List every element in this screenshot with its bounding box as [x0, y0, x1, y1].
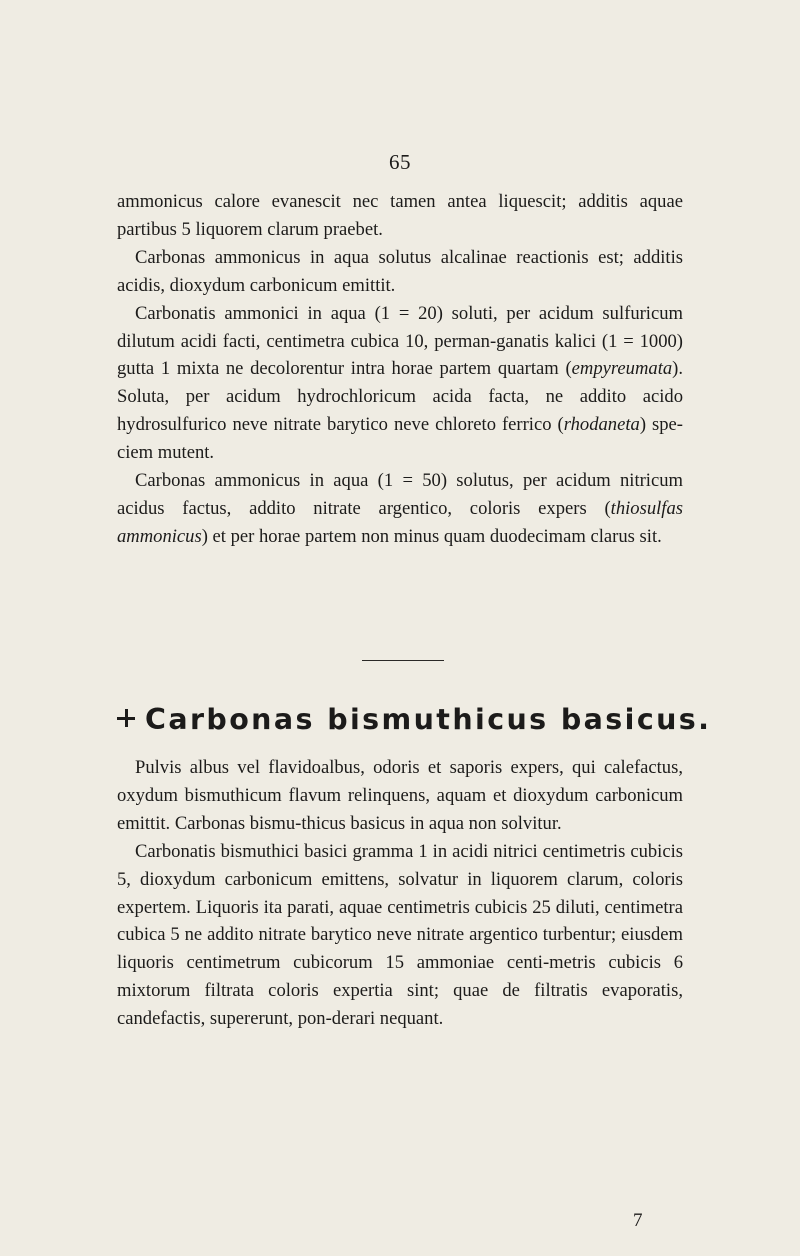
- text-block-carbonas-bismuthicus: [117, 754, 683, 1033]
- paragraph: [117, 467, 683, 551]
- section-title-text: Carbonas bismuthicus basicus.: [145, 703, 712, 736]
- text-block-carbonas-ammonicus: [117, 188, 683, 551]
- paragraph: Carbonatis bismuthici basici gramma 1 in acidi nitrici centimetris cubicis 5, dioxydum carbonicum emittens, solvatur in liquorem clarum, coloris expertem. Liquoris ita parati, aquae centimetris cubicis 25 diluti, centimetra cubica 5 ne addito nitrate barytico neve nitrate argentico turbentur; eiusdem liquoris centimetrum cubicorum 15 ammoniae centi-metris cubicis 6 mixtorum filtrata coloris expertia sint; quae de filtratis evaporatis, candefactis, supererunt, pon-derari nequant.: [117, 840, 683, 1030]
- section-heading: [117, 700, 712, 740]
- paragraph: Carbonas ammonicus in aqua solutus alcalinae reactionis est; additis acidis, dioxydum carbonicum emittit.: [117, 246, 683, 296]
- paragraph-text: ) spe-ciem mutent.: [117, 414, 683, 464]
- italic-term: rhodaneta: [563, 414, 640, 436]
- sheet-signature: 7: [633, 1210, 643, 1231]
- italic-term: empyreumata: [571, 358, 673, 380]
- paragraph-text: Carbonas ammonicus in aqua (1 = 50) solutus, per acidum nitricum acidus factus, addito nitrate argentico, coloris expers (: [117, 470, 683, 519]
- cross-icon: [117, 709, 135, 727]
- paragraph-text: ). Soluta, per acidum hydrochloricum acida facta, ne addito acido hydrosulfurico neve nitrate barytico neve chloreto ferrico (: [117, 358, 683, 436]
- paragraph: ammonicus calore evanescit nec tamen antea liquescit; additis aquae partibus 5 liquorem clarum praebet.: [117, 191, 683, 240]
- italic-term: thiosulfas ammonicus: [117, 497, 683, 547]
- paragraph-text: Carbonatis ammonici in aqua (1 = 20) soluti, per acidum sulfuricum dilutum acidi facti, centimetra cubica 10, perman-ganatis kalici (1 = 1000) gutta 1 mixta ne decolorentur intra horae partem quartam (: [117, 302, 683, 380]
- section-divider: [362, 660, 444, 661]
- page-number: 65: [389, 150, 411, 174]
- paragraph: [117, 300, 683, 467]
- paragraph: Pulvis albus vel flavidoalbus, odoris et saporis expers, qui calefactus, oxydum bismuthicum flavum relinquens, aquam et dioxydum carbonicum emittit. Carbonas bismu-thicus basicus in aqua non solvitur.: [117, 757, 683, 834]
- paragraph-text: ) et per horae partem non minus quam duodecimam clarus sit.: [201, 525, 662, 547]
